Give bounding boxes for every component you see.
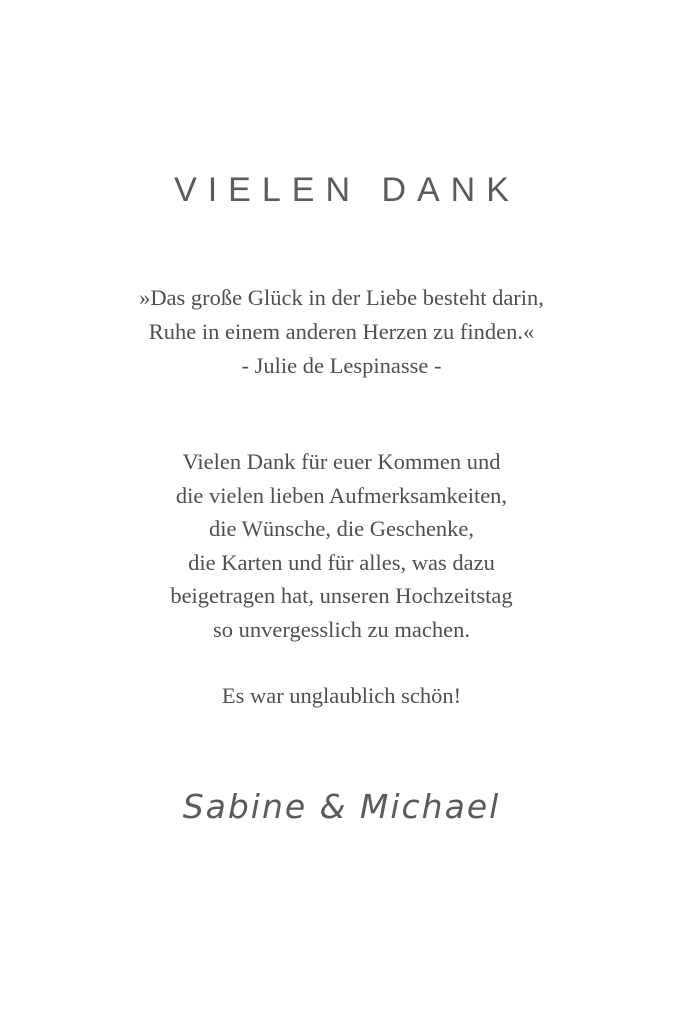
closing-line: Es war unglaublich schön!	[221, 683, 462, 709]
quote-attribution: - Julie de Lespinasse -	[241, 353, 442, 379]
quote-block	[62, 281, 622, 383]
thanks-line-1: Vielen Dank für euer Kommen und	[182, 449, 501, 475]
thanks-line-4: die Karten und für alles, was dazu	[188, 549, 495, 575]
thanks-line-2: die vielen lieben Aufmerksamkeiten,	[175, 482, 508, 508]
thanks-line-3: die Wünsche, die Geschenke,	[208, 516, 475, 542]
page-title: VIELEN DANK	[174, 171, 520, 209]
thanks-block	[62, 445, 622, 646]
thanks-line-5: beigetragen hat, unseren Hochzeitstag	[170, 583, 513, 609]
signature: Sabine & Michael	[182, 786, 501, 826]
thanks-line-6: so unvergesslich zu machen.	[212, 616, 470, 642]
quote-line-1: »Das große Glück in der Liebe besteht darin,	[139, 285, 544, 311]
quote-line-2: Ruhe in einem anderen Herzen zu finden.«	[148, 319, 535, 345]
